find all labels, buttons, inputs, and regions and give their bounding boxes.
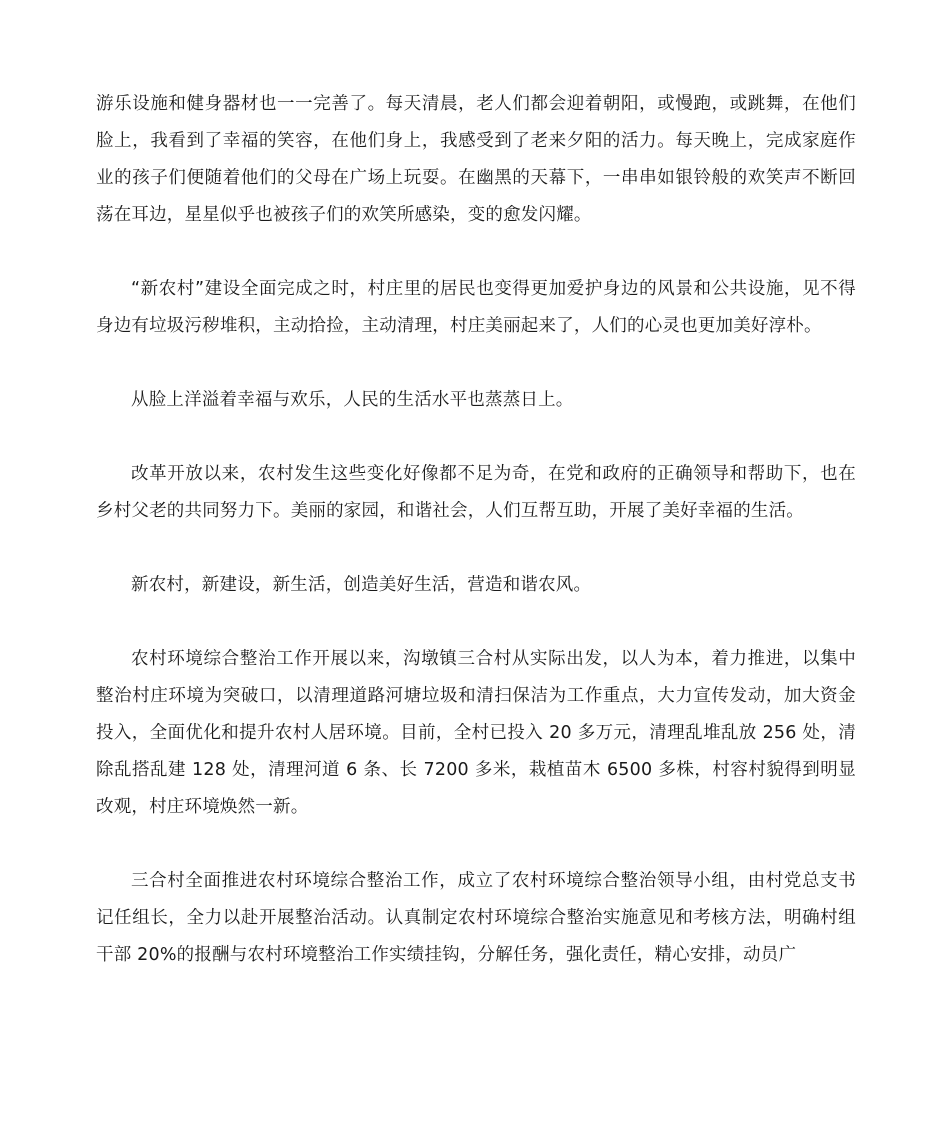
paragraph-1: 游乐设施和健身器材也一一完善了。每天清晨，老人们都会迎着朝阳，或慢跑，或跳舞，在他们脸上，我看到了幸福的笑容，在他们身上，我感受到了老来夕阳的活力。每天晚上，完成家庭作业的孩子们便随着他们的父母在广场上玩耍。在幽黑的天幕下，一串串如银铃般的欢笑声不断回荡在耳边，星星似乎也被孩子们的欢笑所感染，变的愈发闪耀。 (96, 94, 856, 225)
paragraph-6: 农村环境综合整治工作开展以来，沟墩镇三合村从实际出发，以人为本，着力推进，以集中整治村庄环境为突破口，以清理道路河塘垃圾和清扫保洁为工作重点，大力宣传发动，加大资金投入，全面优化和提升农村人居环境。目前，全村已投入 20 多万元，清理乱堆乱放 256 处，清除乱搭乱建 128 处，清理河道 6 条、长 7200 多米，栽植苗木 6500 多株，村容村貌得到明显改观，村庄环境焕然一新。 (96, 649, 856, 817)
document-page (96, 86, 856, 1011)
paragraph-3: 从脸上洋溢着幸福与欢乐，人民的生活水平也蒸蒸日上。 (131, 390, 574, 410)
paragraph-2: “新农村”建设全面完成之时，村庄里的居民也变得更加爱护身边的风景和公共设施，见不得身边有垃圾污秽堆积，主动拾捡，主动清理，村庄美丽起来了，人们的心灵也更加美好淳朴。 (96, 279, 856, 336)
paragraph-7: 三合村全面推进农村环境综合整治工作，成立了农村环境综合整治领导小组，由村党总支书记任组长，全力以赴开展整治活动。认真制定农村环境综合整治实施意见和考核方法，明确村组干部 20%的报酬与农村环境整治工作实绩挂钩，分解任务，强化责任，精心安排，动员广 (96, 871, 856, 965)
paragraph-5: 新农村，新建设，新生活，创造美好生活，营造和谐农风。 (131, 575, 592, 595)
paragraph-4: 改革开放以来，农村发生这些变化好像都不足为奇，在党和政府的正确领导和帮助下，也在乡村父老的共同努力下。美丽的家园，和谐社会，人们互帮互助，开展了美好幸福的生活。 (96, 464, 856, 521)
